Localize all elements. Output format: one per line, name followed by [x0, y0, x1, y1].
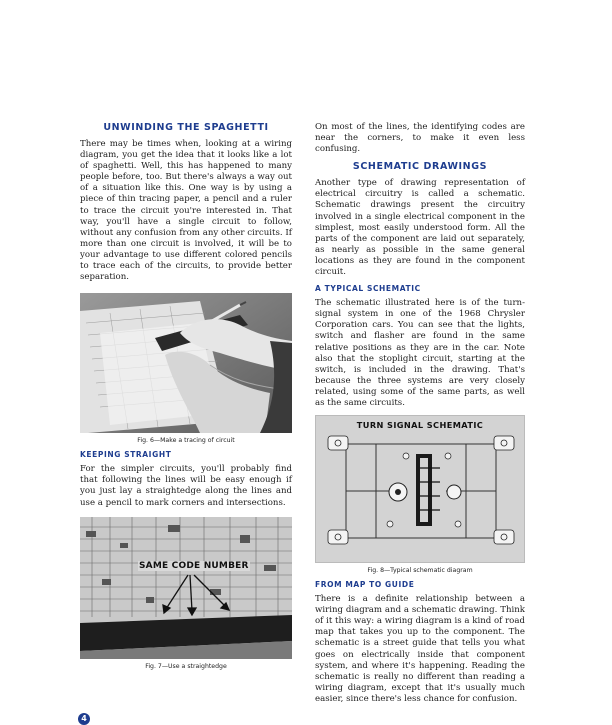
paragraph-map-to-guide: There is a definite relationship between a wiring diagram and a schematic drawing. Think of it this way: a wiring diagram is a kind of road map that takes you up to the component. The schematic is a street guide that tells you what goes on electrically inside that component system, and where it's happening. Reading the schematic is really no different than reading a wiring diagram, except that it's usually much easier, since there's less chance for confusion.: [315, 594, 525, 704]
fig7-photo: [80, 517, 292, 659]
straightedge-photo-image: [80, 517, 292, 659]
right-column: [315, 122, 525, 711]
paragraph-schematic: Another type of drawing representation of electrical circuitry is called a schematic. Schematic drawings present the circuitry involved in a single electrical component in the simplest, most easily understood form. All the parts of the component are laid out separately, as nearly as possible in the same general locations as they are found in the component circuit.: [315, 178, 525, 278]
fig8-caption: Fig. 8—Typical schematic diagram: [367, 567, 473, 575]
paragraph-identifying-codes: On most of the lines, the identifying codes are near the corners, to make it even less confusing.: [315, 122, 525, 155]
paragraph-straightedge: For the simpler circuits, you'll probably find that following the lines will be easy enough if you just lay a straightedge along the lines and use a pencil to mark corners and intersections.: [80, 464, 292, 508]
fig7-caption: Fig. 7—Use a straightedge: [145, 662, 227, 670]
page-number-badge: 4: [78, 713, 90, 725]
fig6-photo: [80, 293, 292, 433]
heading-keeping-straight: KEEPING STRAIGHT: [80, 450, 172, 460]
left-column: [80, 122, 292, 674]
heading-typical-schematic: A TYPICAL SCHEMATIC: [315, 284, 421, 294]
paragraph-tracing: There may be times when, looking at a wiring diagram, you get the idea that it looks like a lot of spaghetti. Well, this has happened to many people before, too. But there's always a way out of a situation like this. One way is by using a piece of thin tracing paper, a pencil and a ruler to trace the circuit you're interested in. That way, you'll have a single circuit to follow, without any confusion from any other circuits. If more than one circuit is involved, it will be to your advantage to use different colored pencils to trace each of the circuits, to provide better separation.: [80, 139, 292, 283]
heading-map-to-guide: FROM MAP TO GUIDE: [315, 580, 415, 590]
heading-schematic-drawings: SCHEMATIC DRAWINGS: [352, 161, 488, 173]
fig6-caption: Fig. 6—Make a tracing of circuit: [137, 437, 235, 445]
turn-signal-schematic: [315, 415, 525, 563]
schematic-title: TURN SIGNAL SCHEMATIC: [356, 420, 484, 431]
same-code-number-label: SAME CODE NUMBER: [139, 560, 249, 571]
schematic-diagram: [316, 416, 526, 564]
tracing-photo-image: [80, 293, 292, 433]
paragraph-turn-signal: The schematic illustrated here is of the turn-signal system in one of the 1968 Chrysler Corporation cars. You can see that the lights, switch and flasher are found in the same relative positions as they are in the car. Note also that the stoplight circuit, starting at the switch, is included in the drawing. That's because the three systems are very closely related, using some of the same parts, as well as the same circuits.: [315, 298, 525, 408]
heading-unwinding: UNWINDING THE SPAGHETTI: [103, 122, 269, 133]
